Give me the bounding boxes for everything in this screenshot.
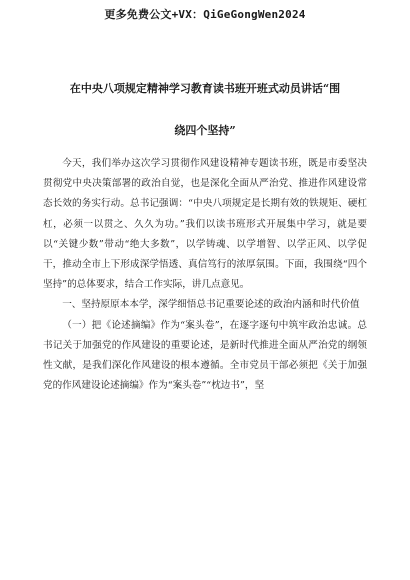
section-heading-1: 一、坚持原原本本学，深学细悟总书记重要论述的政治内涵和时代价值 xyxy=(62,299,360,311)
subsection-paragraph-1: （一）把《论述摘编》作为“案头卷”，在逐字逐句中筑牢政治忠诚。总书记关于加强党的作风建设的重要论述，是新时代推进全面从严治党的纲领性文献，是我们深化作风建设的根本遵循。全市党员干部必须把《关于加强党的作风建设论述摘编》作为“案头卷”“枕边书”，坚 xyxy=(43,319,367,392)
page-header: 更多免费公文+VX：QiGeGongWen2024 xyxy=(104,8,306,21)
document-body xyxy=(43,154,367,396)
paragraph-intro: 今天，我们举办这次学习贯彻作风建设精神专题读书班，既是市委坚决贯彻党中央决策部署的政治自觉，也是深化全面从严治党、推进作风建设常态长效的务实行动。总书记强调：“中央八项规定是长期有效的铁规矩、硬杠杠，必须一以贯之、久久为功。”我们以读书班形式开展集中学习，就是要以“关键少数”带动“绝大多数”，以学铸魂、以学增智、以学正风、以学促干，推动全市上下形成深学悟透、真信笃行的浓厚氛围。下面，我围绕“四个坚持”的总体要求，结合工作实际，讲几点意见。 xyxy=(43,158,367,291)
document-title-line-2: 绕四个坚持” xyxy=(174,124,236,137)
document-title-line-1: 在中央八项规定精神学习教育读书班开班式动员讲话“围 xyxy=(69,82,341,95)
